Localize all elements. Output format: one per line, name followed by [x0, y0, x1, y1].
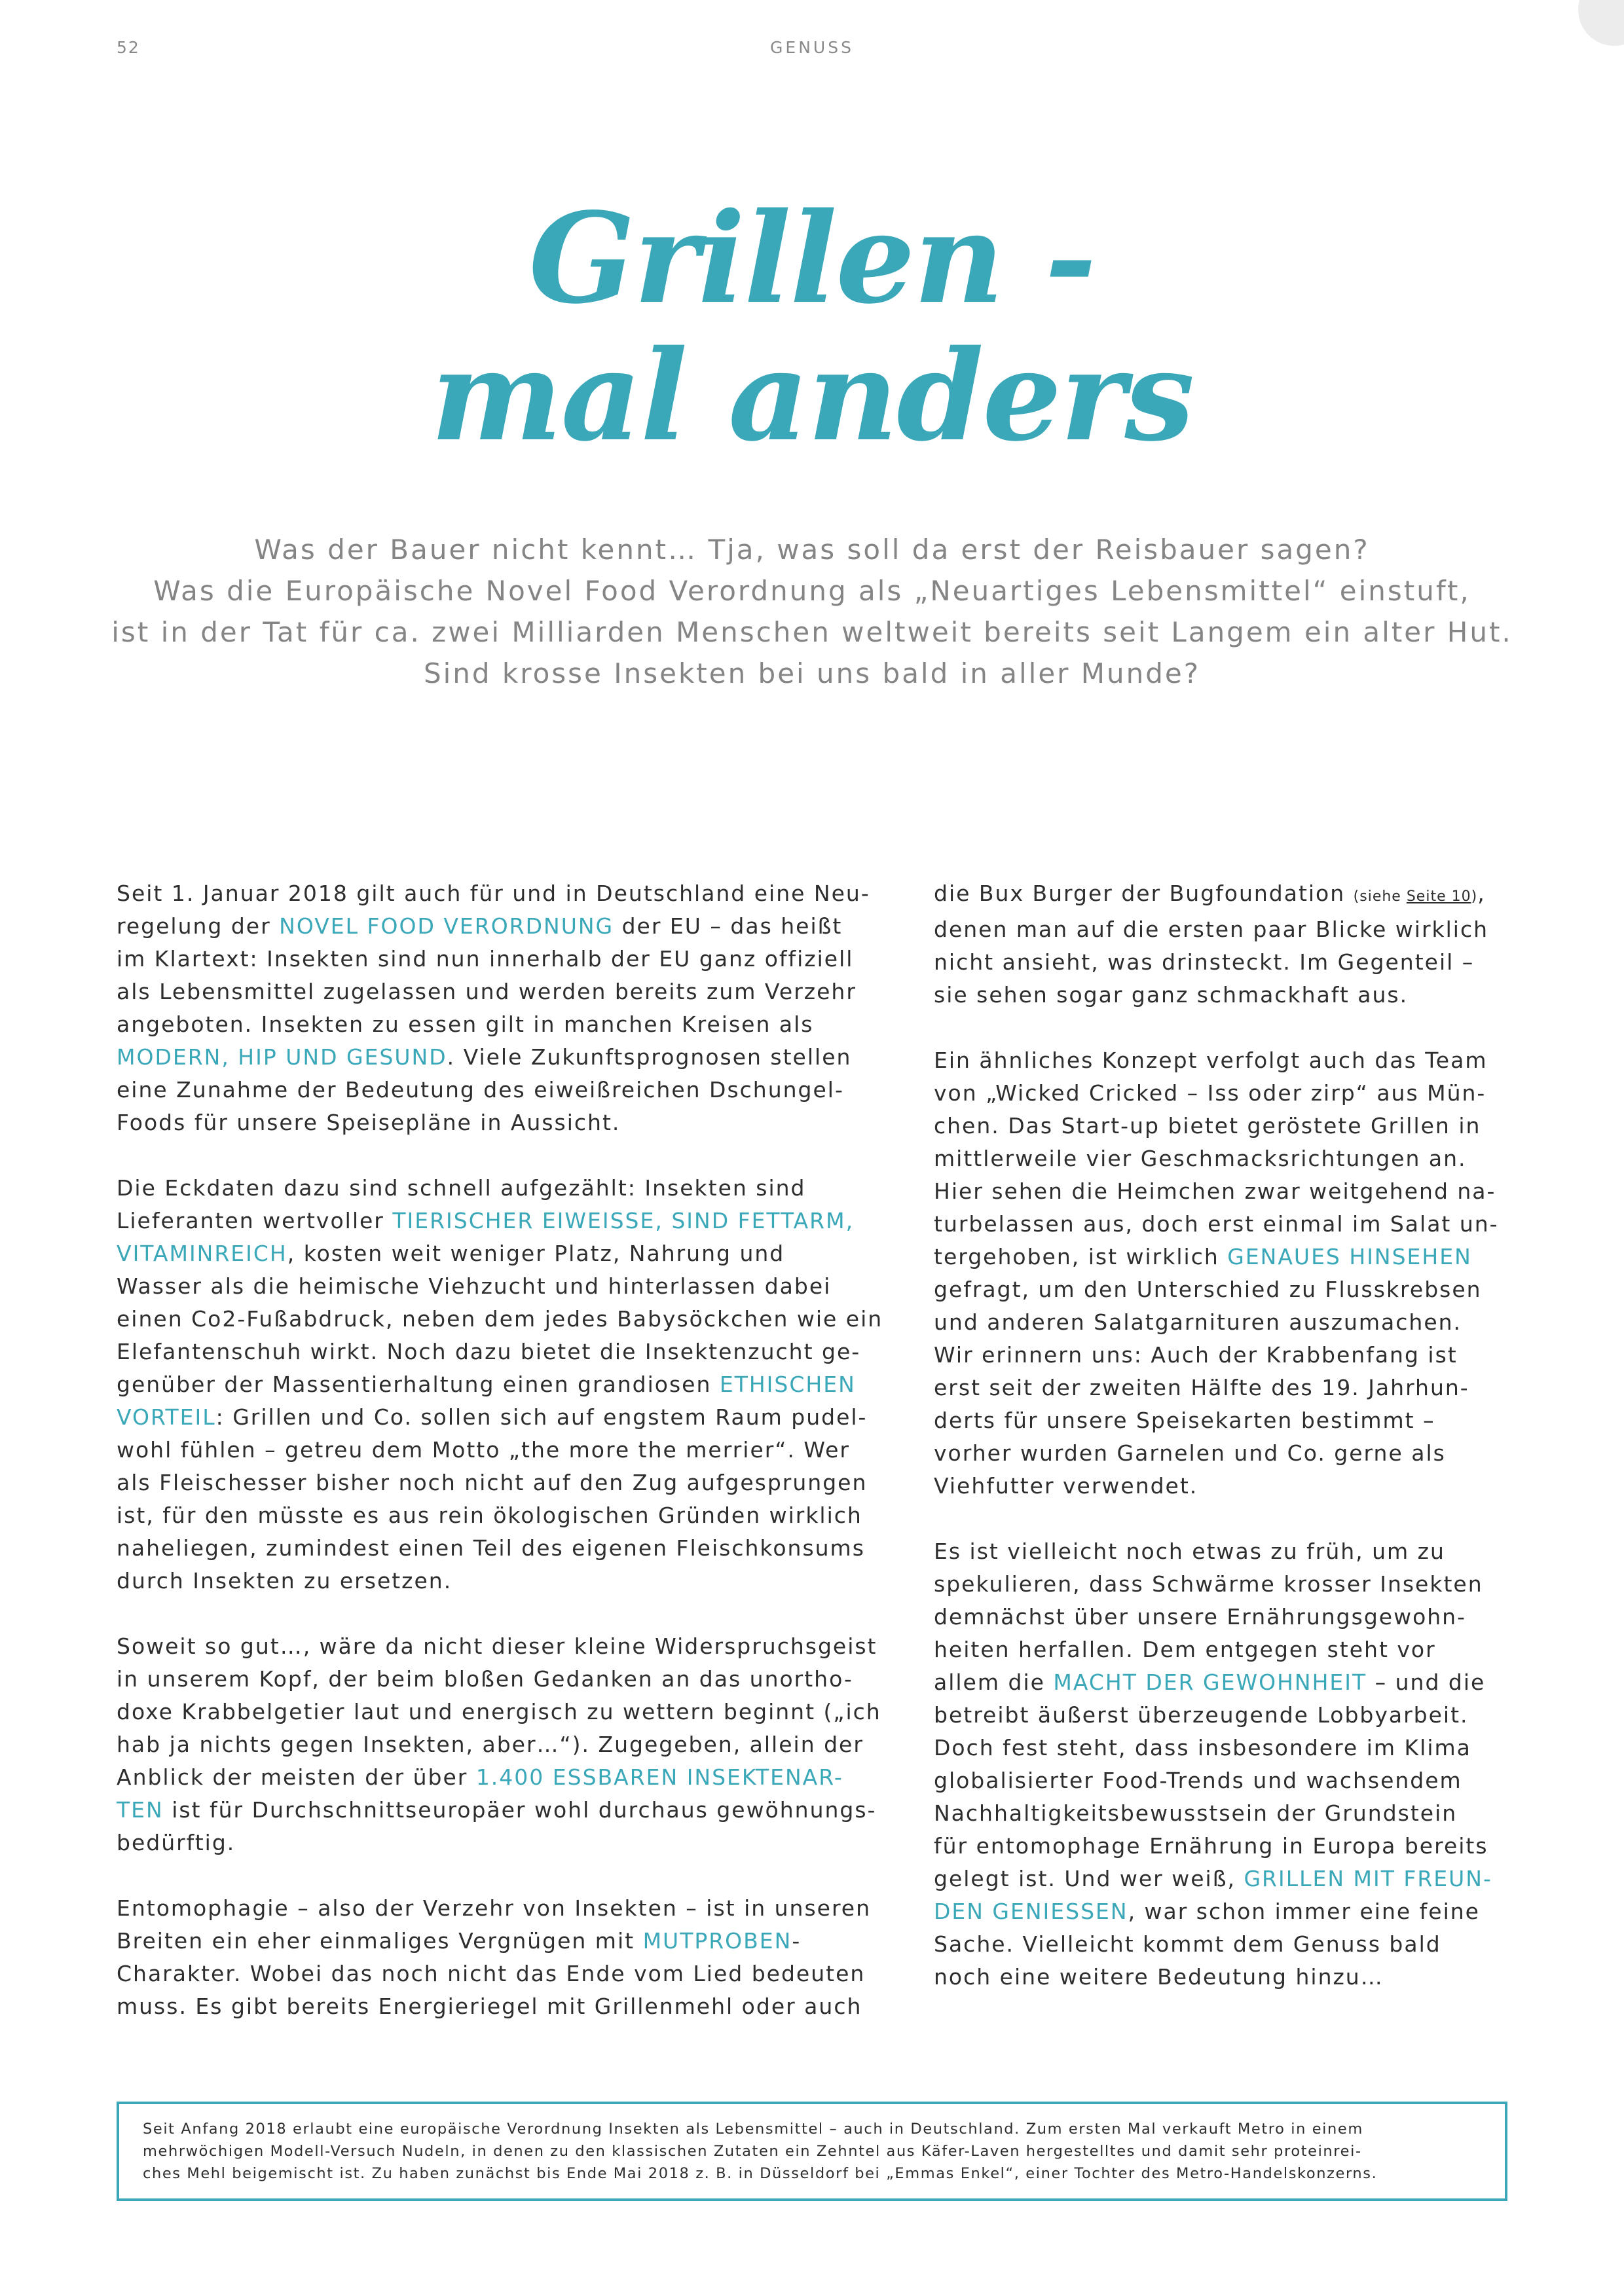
text-line — [934, 1895, 1624, 1928]
text: (siehe — [1353, 888, 1407, 905]
text: noch eine weitere Bedeutung hinzu… — [934, 1964, 1384, 1990]
text: tergehoben, ist wirklich — [934, 1244, 1228, 1269]
text: Soweit so gut…, wäre da nicht dieser kleine Widerspruchsgeist — [117, 1633, 877, 1659]
text: bedürftig. — [117, 1830, 236, 1855]
text: Sache. Vielleicht kommt dem Genuss bald — [934, 1931, 1441, 1957]
text-line — [934, 1077, 1624, 1110]
text-line — [117, 910, 915, 943]
page-reference-link[interactable]: Seite 10 — [1406, 888, 1471, 905]
highlight-insektenarten: 1.400 ESSBAREN INSEKTENAR- — [475, 1764, 843, 1790]
lead-line: ist in der Tat für ca. zwei Milliarden Menschen weltweit bereits seit Langem ein alter Hut. — [111, 616, 1513, 648]
text-line — [117, 1630, 915, 1663]
text-line — [934, 1437, 1624, 1470]
text-line — [117, 1368, 915, 1401]
text: Die Eckdaten dazu sind schnell aufgezählt: Insekten sind — [117, 1175, 806, 1201]
text: von „Wicked Cricked – Iss oder zirp“ aus Mün- — [934, 1080, 1486, 1106]
text-line — [934, 1535, 1624, 1568]
text-line — [934, 1110, 1624, 1142]
text: die Bux Burger der Bugfoundation — [934, 881, 1354, 906]
text-line — [117, 1958, 915, 1990]
text-line — [117, 1434, 915, 1467]
lead-line: Sind krosse Insekten bei uns bald in aller Munde? — [423, 657, 1201, 689]
text: Viehfutter verwendet. — [934, 1473, 1198, 1499]
left-column — [117, 877, 915, 2056]
text: angeboten. Insekten zu essen gilt in manchen Kreisen als — [117, 1011, 814, 1037]
text: Ein ähnliches Konzept verfolgt auch das Team — [934, 1048, 1488, 1073]
text: Hier sehen die Heimchen zwar weitgehend na- — [934, 1178, 1496, 1204]
info-box-line: Seit Anfang 2018 erlaubt eine europäische Verordnung Insekten als Lebensmittel – auch in Deutschland. Zum ersten Mal verkauft Metro in einem — [143, 2121, 1363, 2138]
text-line — [117, 1237, 915, 1270]
highlight-grillen-mit-freunden-cont: DEN GENIESSEN — [934, 1899, 1128, 1924]
text: durch Insekten zu ersetzen. — [117, 1568, 452, 1594]
text: turbelassen aus, doch erst einmal im Salat un- — [934, 1211, 1499, 1237]
text: gefragt, um den Unterschied zu Flusskrebsen — [934, 1277, 1482, 1302]
lead-line: Was der Bauer nicht kennt… Tja, was soll da erst der Reisbauer sagen? — [254, 534, 1370, 566]
text-line — [117, 1990, 915, 2023]
text: Anblick der meisten der über — [117, 1764, 476, 1790]
article-title-line-2: mal anders — [430, 323, 1194, 469]
text: hab ja nichts gegen Insekten, aber…“). Zugegeben, allein der — [117, 1732, 864, 1757]
text: Entomophagie – also der Verzehr von Insekten – ist in unseren — [117, 1895, 872, 1921]
text-line — [934, 1142, 1624, 1175]
paragraph — [934, 1044, 1624, 1503]
text: Charakter. Wobei das noch nicht das Ende vom Lied bedeuten — [117, 1961, 866, 1986]
text-line — [934, 1372, 1624, 1404]
text: , — [1477, 881, 1486, 906]
text-line — [934, 1044, 1624, 1077]
text-line — [934, 979, 1624, 1011]
text: Lieferanten wertvoller — [117, 1208, 393, 1233]
text-line — [934, 1633, 1624, 1666]
text-line — [117, 1205, 915, 1237]
text: derts für unsere Speisekarten bestimmt – — [934, 1408, 1435, 1433]
text: ) — [1471, 888, 1478, 905]
text: erst seit der zweiten Hälfte des 19. Jahrhun- — [934, 1375, 1469, 1400]
text: im Klartext: Insekten sind nun innerhalb der EU ganz offiziell — [117, 946, 854, 972]
text: der EU – das heißt — [614, 913, 843, 939]
paragraph — [117, 1630, 915, 1859]
highlight-ethischen: ETHISCHEN — [719, 1372, 856, 1397]
text: Foods für unsere Speisepläne in Aussicht. — [117, 1110, 621, 1135]
text-line — [934, 1339, 1624, 1372]
text: . Viele Zukunftsprognosen stellen — [447, 1044, 852, 1070]
text-line — [117, 1270, 915, 1303]
paragraph — [117, 1172, 915, 1597]
text-line — [117, 1728, 915, 1761]
text: wohl fühlen – getreu dem Motto „the more the merrier“. Wer — [117, 1437, 850, 1463]
text-line — [934, 1175, 1624, 1208]
text-line — [117, 1336, 915, 1368]
text: Es ist vielleicht noch etwas zu früh, um zu — [934, 1539, 1445, 1564]
highlight-vitaminreich: VITAMINREICH — [117, 1241, 287, 1266]
text: genüber der Massentierhaltung einen grandiosen — [117, 1372, 720, 1397]
text: globalisierter Food-Trends und wachsendem — [934, 1768, 1462, 1793]
text: Doch fest steht, dass insbesondere im Klima — [934, 1735, 1471, 1760]
paragraph — [934, 1535, 1624, 1994]
text: in unserem Kopf, der beim bloßen Gedanken an das unortho- — [117, 1666, 853, 1692]
text-line — [934, 913, 1624, 946]
text-line — [117, 1794, 915, 1827]
text-line — [934, 1601, 1624, 1633]
page-number: 52 — [117, 38, 140, 57]
text: Wasser als die heimische Viehzucht und hinterlassen dabei — [117, 1273, 832, 1299]
text: spekulieren, dass Schwärme krosser Insekten — [934, 1571, 1483, 1597]
section-header: GENUSS — [770, 38, 854, 57]
text-line — [934, 1273, 1624, 1306]
text: : Grillen und Co. sollen sich auf engstem Raum pudel- — [215, 1404, 868, 1430]
text-line — [934, 1797, 1624, 1830]
text: Nachhaltigkeitsbewusstsein der Grundstein — [934, 1800, 1458, 1826]
text-line — [934, 1699, 1624, 1732]
text: nicht ansieht, was drinsteckt. Im Gegenteil – — [934, 949, 1475, 975]
text: Breiten ein eher einmaliges Vergnügen mit — [117, 1928, 643, 1954]
text-line — [117, 975, 915, 1008]
text: und anderen Salatgarnituren auszumachen. — [934, 1309, 1462, 1335]
page-reference — [1354, 888, 1478, 905]
text: Elefantenschuh wirkt. Noch dazu bietet die Insektenzucht ge- — [117, 1339, 861, 1364]
highlight-insektenarten-cont: TEN — [117, 1797, 164, 1823]
text: sie sehen sogar ganz schmackhaft aus. — [934, 982, 1409, 1008]
paragraph — [117, 1892, 915, 2023]
text: muss. Es gibt bereits Energieriegel mit Grillenmehl oder auch — [117, 1994, 862, 2019]
text: mittlerweile vier Geschmacksrichtungen an. — [934, 1146, 1467, 1171]
text: für entomophage Ernährung in Europa bereits — [934, 1833, 1488, 1859]
text-line — [934, 1666, 1624, 1699]
text: allem die — [934, 1669, 1054, 1695]
text: betreibt äußerst überzeugende Lobbyarbeit. — [934, 1702, 1469, 1728]
text-line — [934, 1470, 1624, 1503]
text: doxe Krabbelgetier laut und energisch zu wettern beginnt („ich — [117, 1699, 881, 1724]
text-line — [117, 1401, 915, 1434]
text: – und die — [1367, 1669, 1486, 1695]
info-box-line: ches Mehl beigemischt ist. Zu haben zunächst bis Ende Mai 2018 z. B. in Düsseldorf bei „Emmas Enkel“, einer Tochter des Metro-Handelskonzerns. — [143, 2165, 1378, 2182]
text-line — [934, 1241, 1624, 1273]
text: , kosten weit weniger Platz, Nahrung und — [287, 1241, 785, 1266]
highlight-mutproben: MUTPROBEN — [642, 1928, 792, 1954]
highlight-eiweisse: TIERISCHER EIWEISSE, SIND FETTARM, — [392, 1208, 855, 1233]
text: einen Co2-Fußabdruck, neben dem jedes Babysöckchen wie ein — [117, 1306, 883, 1332]
text-line — [117, 1532, 915, 1565]
text-line — [934, 1732, 1624, 1764]
highlight-vorteil: VORTEIL — [117, 1404, 216, 1430]
text: Seit 1. Januar 2018 gilt auch für und in Deutschland eine Neu- — [117, 881, 870, 906]
text-line — [117, 1008, 915, 1041]
highlight-novel-food: NOVEL FOOD VERORDNUNG — [279, 913, 614, 939]
text: - — [792, 1928, 802, 1954]
highlight-modern: MODERN, HIP UND GESUND — [117, 1044, 447, 1070]
text-line — [117, 1696, 915, 1728]
info-box-line: mehrwöchigen Modell-Versuch Nudeln, in denen zu den klassischen Zutaten ein Zehntel aus Käfer-Laven hergestelltes und damit sehr proteinrei- — [143, 2143, 1362, 2160]
text-line — [117, 1827, 915, 1859]
text-line — [117, 1467, 915, 1499]
text: denen man auf die ersten paar Blicke wirklich — [934, 917, 1489, 942]
highlight-genaues-hinsehen: GENAUES HINSEHEN — [1227, 1244, 1472, 1269]
right-column — [934, 877, 1624, 2026]
paragraph — [934, 877, 1624, 1011]
highlight-macht-der-gewohnheit: MACHT DER GEWOHNHEIT — [1053, 1669, 1367, 1695]
text-line — [934, 1961, 1624, 1994]
text-line — [117, 1172, 915, 1205]
text-line — [117, 1761, 915, 1794]
text: chen. Das Start-up bietet geröstete Grillen in — [934, 1113, 1481, 1139]
text-line — [117, 1565, 915, 1597]
text-line — [934, 1863, 1624, 1895]
text-line — [934, 1208, 1624, 1241]
lead-line: Was die Europäische Novel Food Verordnung als „Neuartiges Lebensmittel“ einstuft, — [153, 575, 1471, 607]
text: als Fleischesser bisher noch nicht auf den Zug aufgesprungen — [117, 1470, 868, 1495]
text-line — [117, 1074, 915, 1106]
info-box — [117, 2102, 1507, 2201]
text: ist, für den müsste es aus rein ökologischen Gründen wirklich — [117, 1503, 862, 1528]
text: als Lebensmittel zugelassen und werden bereits zum Verzehr — [117, 979, 857, 1004]
text: Wir erinnern uns: Auch der Krabbenfang ist — [934, 1342, 1458, 1368]
text: eine Zunahme der Bedeutung des eiweißreichen Dschungel- — [117, 1077, 844, 1102]
text: naheliegen, zumindest einen Teil des eigenen Fleischkonsums — [117, 1535, 865, 1561]
text-line — [934, 1830, 1624, 1863]
text: demnächst über unsere Ernährungsgewohn- — [934, 1604, 1466, 1630]
text-line — [117, 1925, 915, 1958]
text-line — [117, 943, 915, 975]
text-line — [934, 1404, 1624, 1437]
text-line — [117, 1303, 915, 1336]
text: ist für Durchschnittseuropäer wohl durchaus gewöhnungs- — [163, 1797, 877, 1823]
text-line — [117, 1663, 915, 1696]
text-line — [117, 1106, 915, 1139]
text-line — [117, 1892, 915, 1925]
text-line — [117, 1499, 915, 1532]
text: , war schon immer eine feine — [1128, 1899, 1480, 1924]
text-line — [934, 1568, 1624, 1601]
article-title-line-1: Grillen - — [528, 185, 1096, 331]
text: gelegt ist. Und wer weiß, — [934, 1866, 1244, 1891]
highlight-grillen-mit-freunden: GRILLEN MIT FREUN- — [1244, 1866, 1492, 1891]
text: heiten herfallen. Dem entgegen steht vor — [934, 1637, 1436, 1662]
article-lead — [98, 529, 1526, 694]
text-line — [934, 877, 1624, 913]
text-line — [934, 1306, 1624, 1339]
text-line — [117, 1041, 915, 1074]
text-line — [934, 1928, 1624, 1961]
text: vorher wurden Garnelen und Co. gerne als — [934, 1440, 1446, 1466]
text-line — [117, 877, 915, 910]
text: regelung der — [117, 913, 280, 939]
text-line — [934, 1764, 1624, 1797]
text-line — [934, 946, 1624, 979]
paragraph — [117, 877, 915, 1139]
